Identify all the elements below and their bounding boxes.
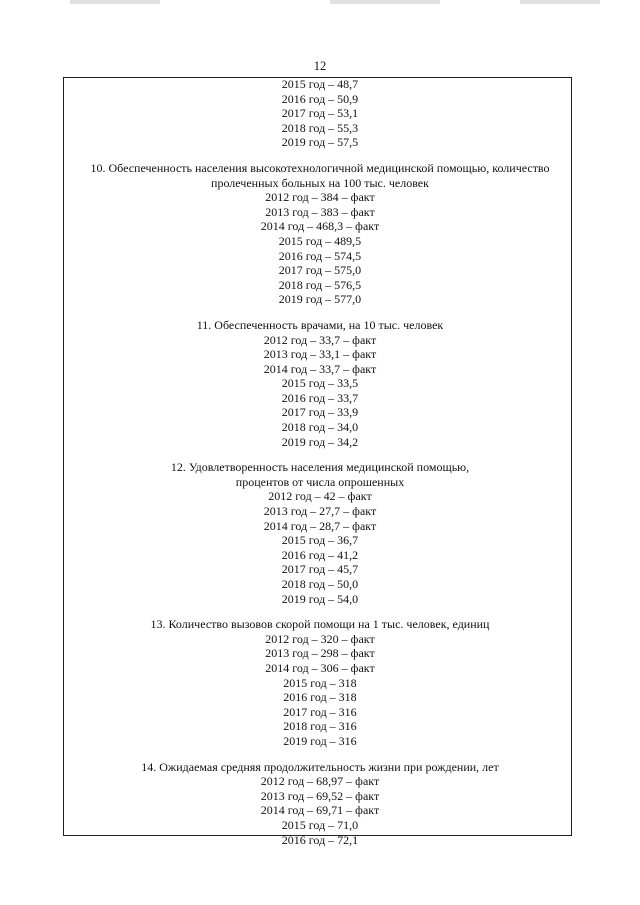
indicator-value: 2015 год – 71,0: [281, 817, 359, 832]
indicator-value: 2014 год – 33,7 – факт: [263, 361, 377, 376]
indicator-value: 2012 год – 33,7 – факт: [263, 332, 377, 347]
indicator-value: 2012 год – 42 – факт: [268, 489, 372, 504]
indicator-value: 2015 год – 33,5: [281, 376, 359, 391]
indicator-title: 14. Ожидаемая средняя продолжительность жизни при рождении, лет: [141, 759, 499, 774]
indicator-value: 2015 год – 318: [283, 675, 357, 690]
indicator-value: 2016 год – 33,7: [281, 390, 359, 405]
indicator-value: 2012 год – 68,97 – факт: [260, 774, 380, 789]
indicator-value: 2018 год – 316: [283, 719, 357, 734]
document-body: [0, 77, 640, 847]
indicator-value: 2015 год – 48,7: [281, 77, 359, 91]
indicator-value: 2013 год – 298 – факт: [265, 646, 375, 661]
indicator-value: 2013 год – 27,7 – факт: [263, 504, 377, 519]
indicator-section-10: [0, 161, 640, 307]
indicator-value: 2014 год – 306 – факт: [265, 660, 375, 675]
indicator-value: 2016 год – 41,2: [281, 547, 359, 562]
indicator-value: 2018 год – 55,3: [281, 120, 359, 135]
indicator-title: 10. Обеспеченность населения высокотехнологичной медицинской помощью, количество: [90, 160, 550, 175]
indicator-section-12: [0, 460, 640, 606]
indicator-title: 11. Обеспеченность врачами, на 10 тыс. человек: [196, 317, 444, 332]
indicator-value: 2017 год – 575,0: [278, 263, 362, 278]
indicator-value: 2019 год – 577,0: [278, 292, 362, 307]
indicator-title: пролеченных больных на 100 тыс. человек: [211, 175, 429, 190]
indicator-value: 2017 год – 45,7: [281, 562, 359, 577]
indicator-value: 2014 год – 28,7 – факт: [263, 518, 377, 533]
indicator-value: 2019 год – 54,0: [281, 591, 359, 606]
indicator-value: 2015 год – 489,5: [278, 233, 362, 248]
scan-artifact: [330, 0, 440, 4]
indicator-value: 2018 год – 50,0: [281, 577, 359, 591]
indicator-value: 2018 год – 576,5: [278, 277, 362, 292]
lead-values-block: [0, 77, 640, 150]
indicator-value: 2012 год – 320 – факт: [265, 631, 375, 646]
indicator-value: 2014 год – 69,71 – факт: [260, 803, 380, 818]
indicator-value: 2018 год – 34,0: [281, 420, 359, 435]
page-number: 12: [313, 59, 327, 73]
scan-artifact: [70, 0, 160, 4]
indicator-value: 2017 год – 53,1: [281, 106, 359, 121]
indicator-section-14: [0, 760, 640, 848]
indicator-value: 2019 год – 57,5: [281, 135, 359, 150]
indicator-value: 2013 год – 69,52 – факт: [260, 788, 380, 803]
indicator-value: 2013 год – 383 – факт: [265, 204, 375, 219]
indicator-value: 2019 год – 34,2: [281, 434, 359, 449]
indicator-value: 2014 год – 468,3 – факт: [260, 219, 380, 234]
indicator-value: 2013 год – 33,1 – факт: [263, 347, 377, 362]
indicator-title: 12. Удовлетворенность населения медицинской помощью,: [170, 460, 470, 475]
indicator-title: процентов от числа опрошенных: [235, 474, 405, 489]
indicator-title: 13. Количество вызовов скорой помощи на 1 тыс. человек, единиц: [150, 617, 490, 632]
indicator-value: 2016 год – 50,9: [281, 91, 359, 106]
indicator-section-13: [0, 617, 640, 748]
indicator-value: 2012 год – 384 – факт: [265, 190, 375, 205]
indicator-value: 2017 год – 33,9: [281, 405, 359, 420]
indicator-value: 2019 год – 316: [283, 733, 357, 748]
indicator-value: 2016 год – 72,1: [281, 832, 359, 847]
indicator-value: 2015 год – 36,7: [281, 533, 359, 548]
scan-artifact: [520, 0, 600, 4]
indicator-value: 2016 год – 574,5: [278, 248, 362, 263]
indicator-section-11: [0, 318, 640, 449]
indicator-value: 2016 год – 318: [283, 690, 357, 705]
indicator-value: 2017 год – 316: [283, 704, 357, 719]
